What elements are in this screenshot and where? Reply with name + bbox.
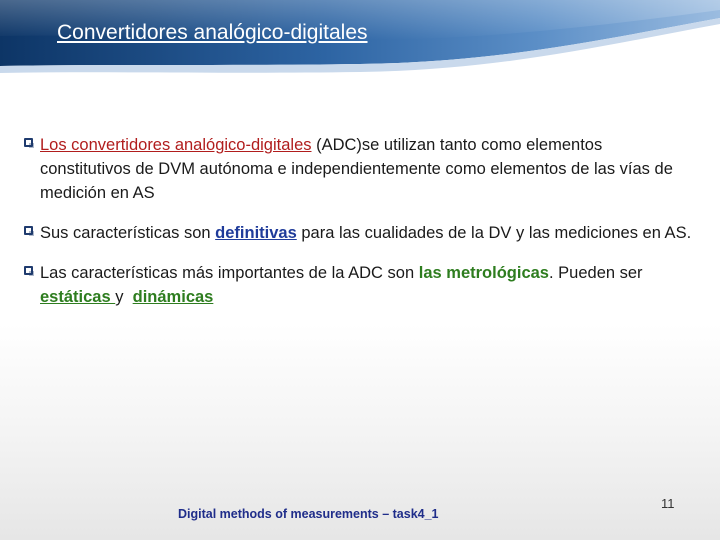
bullet-text: para las cualidades de la DV y las mediciones en AS. (296, 224, 692, 242)
bullet-item (24, 133, 694, 205)
bullet-item (24, 221, 694, 245)
bullet-text-highlight: dinámicas (132, 288, 214, 306)
bullet-list (24, 133, 694, 325)
page-number: 11 (661, 496, 675, 511)
checkbox-bullet-icon (24, 138, 33, 147)
bullet-text-highlight: estáticas (40, 288, 116, 306)
bullet-text-highlight: las metrológicas (418, 264, 549, 282)
bullet-text: . Pueden ser (548, 264, 643, 282)
slide-title: Convertidores analógico-digitales (57, 21, 368, 44)
bullet-text-highlight: definitivas (215, 224, 297, 242)
bullet-item (24, 261, 694, 309)
bullet-text: Sus características son (40, 224, 216, 242)
checkbox-bullet-icon (24, 266, 33, 275)
checkbox-bullet-icon (24, 226, 33, 235)
bullet-text: Las características más importantes de la ADC son (40, 264, 419, 282)
bullet-text: y (115, 288, 133, 306)
bullet-text: (ADC)se utilizan tanto como elementos constitutivos de DVM autónoma e independientemente como elementos de las vías de medición en AS (40, 136, 673, 202)
bullet-text-highlight: Los convertidores analógico-digitales (40, 136, 312, 154)
header-banner (0, 0, 720, 80)
footer-text: Digital methods of measurements – task4_1 (178, 507, 439, 521)
